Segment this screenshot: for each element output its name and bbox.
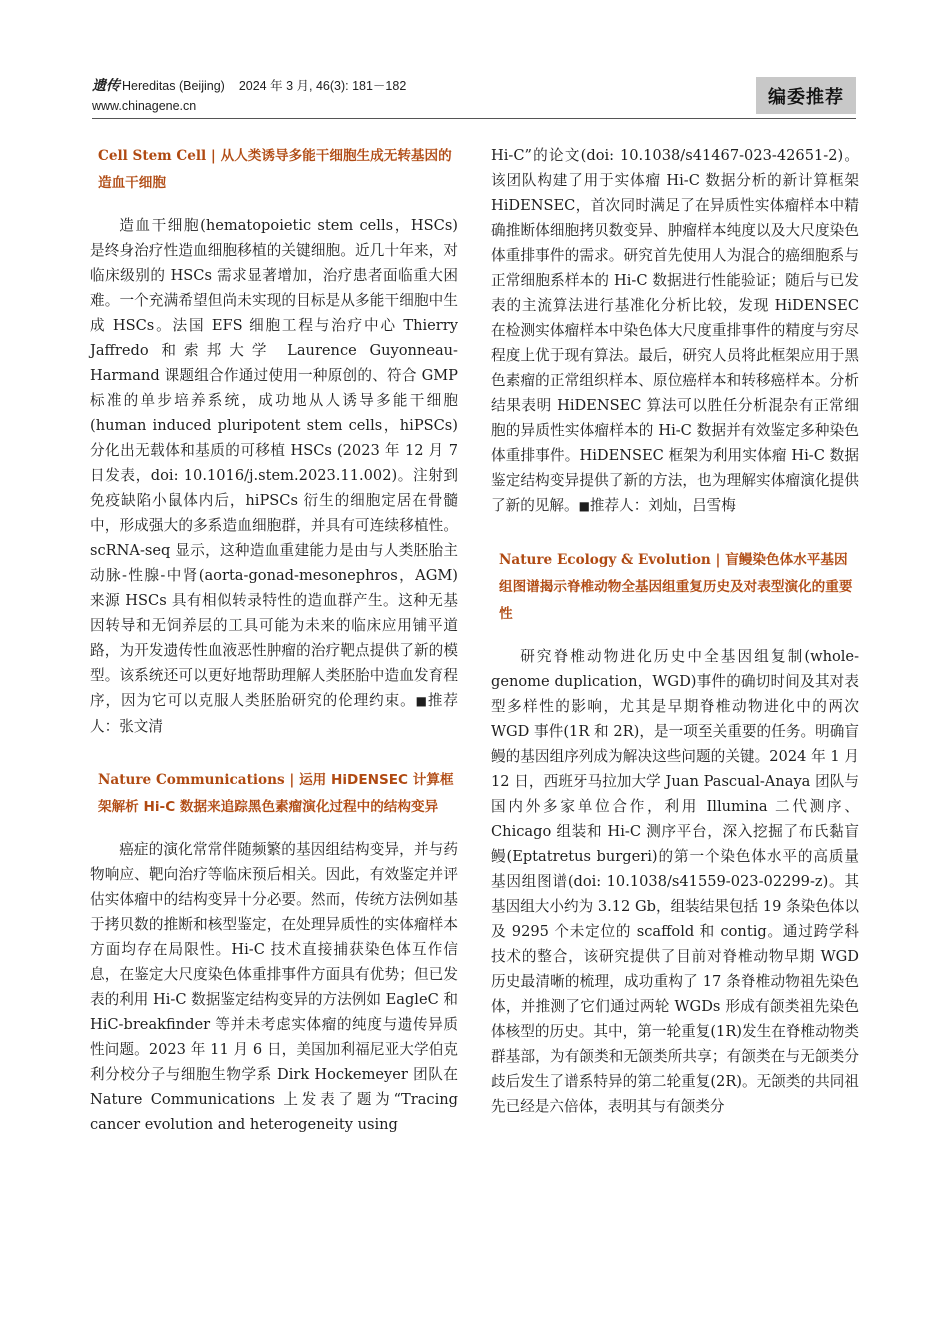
recommender: 推荐人：张文清 bbox=[90, 692, 458, 735]
header-divider bbox=[92, 118, 856, 119]
recommender-square-icon: ■ bbox=[415, 694, 428, 708]
section-body-nature-communications-part1 bbox=[90, 837, 458, 1137]
body-text: 癌症的演化常常伴随频繁的基因组结构变异，并与药物响应、靶向治疗等临床预后相关。因此，有效鉴定并评估实体瘤中的结构变异十分必要。然而，传统方法例如基于拷贝数的推断和核型鉴定，在处理异质性的实体瘤样本方面均存在局限性。Hi-C 技术直接捕获染色体互作信息，在鉴定大尺度染色体重排事件方面具有优势；但已发表的利用 Hi-C 数据鉴定结构变异的方法例如 EagleC 和 HiC-breakfinder 等并未考虑实体瘤的纯度与遗传异质性问题。2023 年 11 月 6 日，美国加利福尼亚大学伯克利分校分子与细胞生物学系 Dirk Hockemeyer 团队在 Nature Communications 上发表了题为“Tracing cancer evolution and heterogeneity using bbox=[90, 841, 458, 1133]
journal-label: Cell Stem Cell | bbox=[98, 148, 216, 164]
issue-info: 2024 年 3 月, 46(3): 181－182 bbox=[238, 79, 407, 93]
journal-website[interactable]: www.chinagene.cn bbox=[92, 99, 197, 113]
section-title-nature-ecology-evolution bbox=[499, 547, 859, 628]
journal-name-cn: 遗传 bbox=[92, 78, 120, 94]
body-text: 造血干细胞(hematopoietic stem cells，HSCs)是终身治疗性造血细胞移植的关键细胞。近几十年来，对临床级别的 HSCs 需求显著增加，治疗患者面临重大困难。一个充满希望但尚未实现的目标是从多能干细胞中生成 HSCs。法国 EFS 细胞工程与治疗中心 Thierry Jaffredo 和索邦大学 Laurence Guyonneau-Harmand 课题组合作通过使用一种原创的、符合 GMP 标准的单步培养系统，成功地从人诱导多能干细胞(human induced pluripotent stem cells，hiPSCs)分化出无载体和基质的可移植 HSCs (2023 年 12 月 7 日发表，doi: 10.1016/j.stem.2023.11.002)。注射到免疫缺陷小鼠体内后，hiPSCs 衍生的细胞定居在骨髓中，形成强大的多系造血细胞群，并具有可连续移植性。scRNA-seq 显示，这种造血重建能力是由与人类胚胎主动脉-性腺-中肾(aorta-gonad-mesonephros，AGM)来源 HSCs 具有相似转录特性的造血群产生。这种无基因转导和无饲养层的工具可能为未来的临床应用铺平道路，为开发遗传性血液恶性肿瘤的治疗靶点提供了新的模型。该系统还可以更好地帮助理解人类胚胎中造血发育程序，因为它可以克服人类胚胎研究的伦理约束。 bbox=[90, 217, 458, 709]
section-body-nature-communications-part2 bbox=[491, 143, 859, 519]
recommender: 推荐人：刘灿，吕雪梅 bbox=[589, 497, 736, 514]
body-text: 研究脊椎动物进化历史中全基因组复制(whole-genome duplication，WGD)事件的确切时间及其对表型多样性的影响，尤其是早期脊椎动物进化中的两次 WGD 事件(1R 和 2R)，是一项至关重要的任务。明确盲鳗的基因组序列成为解决这些问题的关键。2024 年 1 月 12 日，西班牙马拉加大学 Juan Pascual-Anaya 团队与国内外多家单位合作，利用 Illumina 二代测序、Chicago 组装和 Hi-C 测序平台，深入挖掘了布氏黏盲鳗(Eptatretus burgeri)的第一个染色体水平的高质量基因组图谱(doi: 10.1038/s41559-023-02299-z)。其基因组大小约为 3.12 Gb，组装结果包括 19 条染色体以及 9295 个未定位的 scaffold 和 contig。通过跨学科技术的整合，该研究提供了目前对脊椎动物早期 WGD 历史最清晰的梳理，成功重构了 17 条脊椎动物祖先染色体，并推测了它们通过两轮 WGDs 形成有颌类祖先染色体核型的历史。其中，第一轮重复(1R)发生在脊椎动物类群基部，为有颌类和无颌类所共享；有颌类在与无颌类分歧后发生了谱系特异的第二轮重复(2R)。无颌类的共同祖先已经是六倍体，表明其与有颌类分 bbox=[491, 648, 859, 1115]
headline: 运用 HiDENSEC 计算框架解析 Hi-C 数据来追踪黑色素瘤演化过程中的结构变异 bbox=[98, 772, 454, 815]
section-body-cell-stem-cell bbox=[90, 213, 458, 739]
section-title-nature-communications bbox=[98, 767, 458, 821]
left-column bbox=[90, 143, 458, 1165]
journal-label: Nature Communications | bbox=[98, 772, 295, 788]
section-title-cell-stem-cell bbox=[98, 143, 458, 197]
right-column bbox=[491, 143, 859, 1147]
journal-label: Nature Ecology & Evolution | bbox=[499, 552, 721, 568]
section-body-nature-ecology-evolution bbox=[491, 644, 859, 1119]
running-header bbox=[92, 76, 406, 116]
journal-name-en: Hereditas (Beijing) bbox=[122, 79, 225, 93]
editor-recommend-badge: 编委推荐 bbox=[756, 77, 856, 114]
recommender-square-icon: ■ bbox=[578, 499, 590, 513]
journal-citation bbox=[92, 76, 406, 96]
headline: 从人类诱导多能干细胞生成无转基因的造血干细胞 bbox=[98, 148, 452, 191]
body-text: Hi-C”的论文(doi: 10.1038/s41467-023-42651-2)。该团队构建了用于实体瘤 Hi-C 数据分析的新计算框架 HiDENSEC，首次同时满足了在异质性实体瘤样本中精确推断体细胞拷贝数变异、肿瘤样本纯度以及大尺度染色体重排事件的需求。研究首先使用人为混合的癌细胞系与正常细胞系样本的 Hi-C 数据进行性能验证；随后与已发表的主流算法进行基准化分析比较，发现 HiDENSEC 在检测实体瘤样本中染色体大尺度重排事件的精度与穷尽程度上优于现有算法。最后，研究人员将此框架应用于黑色素瘤的正常组织样本、原位癌样本和转移癌样本。分析结果表明 HiDENSEC 算法可以胜任分析混杂有正常细胞的异质性实体瘤样本的 Hi-C 数据并有效鉴定多种染色体重排事件。HiDENSEC 框架为利用实体瘤 Hi-C 数据鉴定结构变异提供了新的方法，也为理解实体瘤演化提供了新的见解。 bbox=[491, 147, 859, 514]
headline: 盲鳗染色体水平基因组图谱揭示脊椎动物全基因组重复历史及对表型演化的重要性 bbox=[499, 552, 853, 622]
